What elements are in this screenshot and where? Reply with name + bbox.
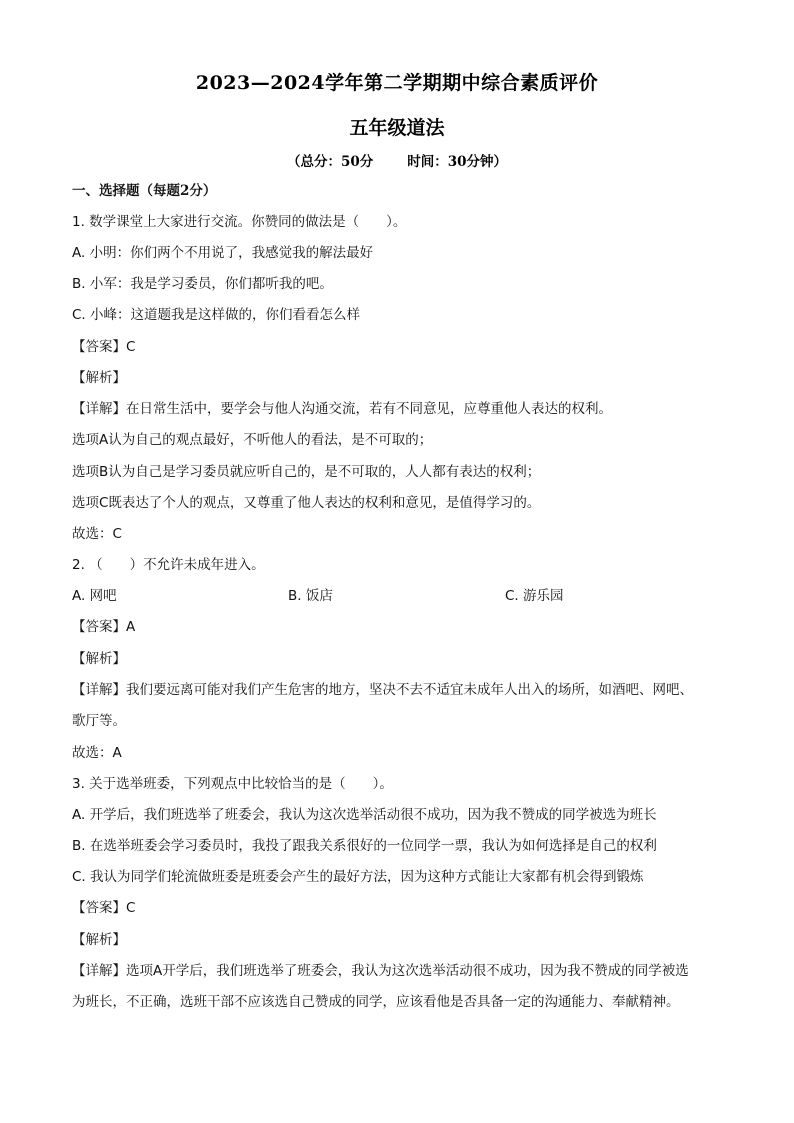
detail-line: 歌厅等。 xyxy=(72,713,126,729)
detail-line: 【详解】在日常生活中，要学会与他人沟通交流，若有不同意见，应尊重他人表达的权利。 xyxy=(72,401,612,417)
option: B. 在选举班委会学习委员时，我投了跟我关系很好的一位同学一票，我认为如何选择是自己的权利 xyxy=(72,838,657,854)
answer: 【答案】A xyxy=(72,619,136,635)
conclusion: 故选：A xyxy=(72,745,122,761)
exam-title: 2023—2024学年第二学期期中综合素质评价 xyxy=(195,72,599,94)
analysis-heading: 【解析】 xyxy=(72,651,126,667)
exam-meta xyxy=(0,150,794,170)
option: C. 游乐园 xyxy=(505,588,564,604)
answer: 【答案】C xyxy=(72,900,136,916)
option: B. 小军：我是学习委员，你们都听我的吧。 xyxy=(72,276,333,292)
detail-line: 【详解】选项A开学后，我们班选举了班委会，我认为这次选举活动很不成功，因为我不赞成的同学被选 xyxy=(72,963,689,979)
question-stem: 1. 数学课堂上大家进行交流。你赞同的做法是（ ）。 xyxy=(72,214,407,230)
exam-time: 时间：30分钟） xyxy=(407,154,508,170)
option: C. 我认为同学们轮流做班委是班委会产生的最好方法，因为这种方式能让大家都有机会得到锻炼 xyxy=(72,869,644,885)
option: B. 饭店 xyxy=(288,588,333,604)
analysis-heading: 【解析】 xyxy=(72,370,126,386)
question-stem: 2. （ ）不允许未成年进入。 xyxy=(72,557,265,573)
answer: 【答案】C xyxy=(72,339,136,355)
detail-line: 选项B认为自己是学习委员就应听自己的，是不可取的，人人都有表达的权利； xyxy=(72,464,541,480)
exam-subtitle: 五年级道法 xyxy=(349,117,445,139)
detail-line: 选项C既表达了个人的观点，又尊重了他人表达的权利和意见，是值得学习的。 xyxy=(72,495,541,511)
option: C. 小峰：这道题我是这样做的，你们看看怎么样 xyxy=(72,307,361,323)
detail-line: 为班长，不正确，选班干部不应该选自己赞成的同学，应该看他是否具备一定的沟通能力、奉献精神。 xyxy=(72,994,680,1010)
detail-line: 【详解】我们要远离可能对我们产生危害的地方，坚决不去不适宜未成年人出入的场所，如酒吧、网吧、 xyxy=(72,682,693,698)
conclusion: 故选：C xyxy=(72,526,122,542)
question-stem: 3. 关于选举班委，下列观点中比较恰当的是（ ）。 xyxy=(72,776,393,792)
total-score: （总分：50分 xyxy=(286,154,374,170)
section-title: 一、选择题（每题2分） xyxy=(72,183,217,199)
analysis-heading: 【解析】 xyxy=(72,932,126,948)
option: A. 小明：你们两个不用说了，我感觉我的解法最好 xyxy=(72,245,374,261)
detail-line: 选项A认为自己的观点最好，不听他人的看法，是不可取的； xyxy=(72,432,433,448)
option: A. 网吧 xyxy=(72,588,117,604)
option: A. 开学后，我们班选举了班委会，我认为这次选举活动很不成功，因为我不赞成的同学被选为班长 xyxy=(72,807,657,823)
